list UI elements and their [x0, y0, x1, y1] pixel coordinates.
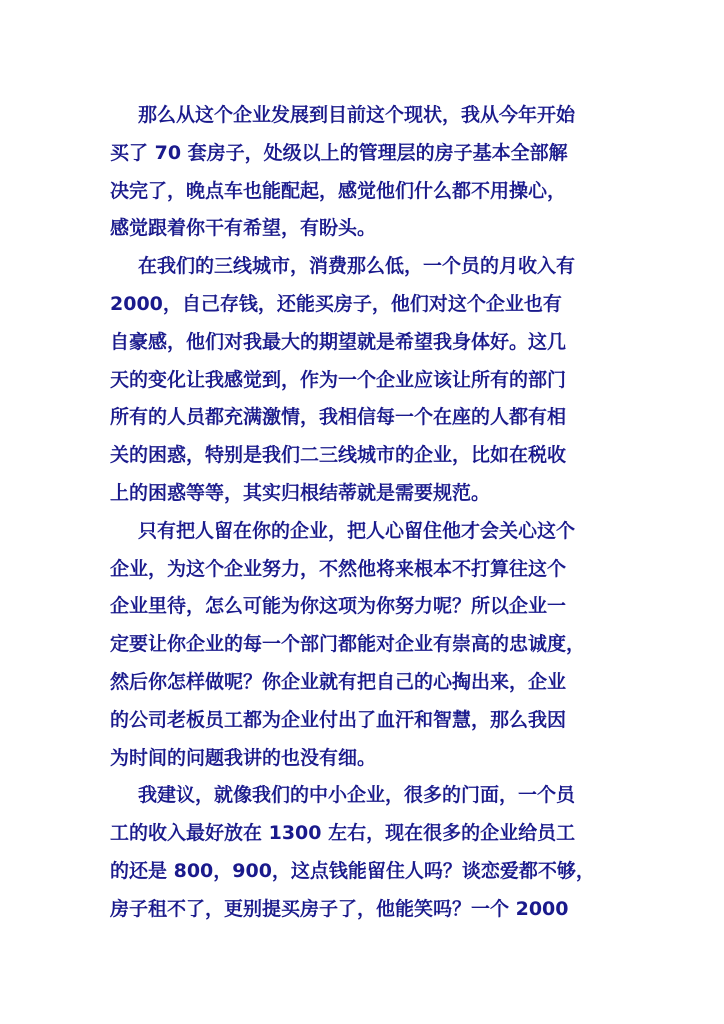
paragraph-4-line-1: 我建议，就像我们的中小企业，很多的门面，一个员: [138, 784, 576, 807]
paragraph-4-line-2: 工的收入最好放在 1300 左右，现在很多的企业给员工: [110, 822, 576, 845]
paragraph-2-line-1: 在我们的三线城市，消费那么低，一个员的月收入有: [138, 255, 576, 278]
paragraph-1-line-4: 感觉跟着你干有希望，有盼头。: [110, 217, 377, 240]
paragraph-3-line-1: 只有把人留在你的企业，把人心留住他才会关心这个: [138, 519, 576, 542]
paragraph-2-line-5: 所有的人员都充满激情，我相信每一个在座的人都有相: [110, 406, 567, 429]
paragraph-3-line-3: 企业里待，怎么可能为你这项为你努力呢？所以企业一: [110, 595, 567, 618]
paragraph-4-line-4: 房子租不了，更别提买房子了，他能笑吗？一个 2000: [110, 897, 569, 920]
paragraph-2-line-7: 上的困惑等等，其实归根结蒂就是需要规范。: [110, 481, 491, 504]
paragraph-3-line-4: 定要让你企业的每一个部门都能对企业有崇高的忠诚度，: [110, 633, 586, 656]
document-body: [110, 97, 650, 929]
paragraph-2-line-2: 2000，自己存钱，还能买房子，他们对这个企业也有: [110, 292, 562, 315]
paragraph-2-line-6: 关的困惑，特别是我们二三线城市的企业，比如在税收: [110, 444, 567, 467]
paragraph-1-line-1: 那么从这个企业发展到目前这个现状，我从今年开始: [138, 104, 576, 126]
paragraph-4-line-3: 的还是 800，900，这点钱能留住人吗？谈恋爱都不够，: [110, 859, 595, 882]
paragraph-3-line-6: 的公司老板员工都为企业付出了血汗和智慧，那么我因: [110, 708, 567, 731]
paragraph-3-line-2: 企业，为这个企业努力，不然他将来根本不打算往这个: [110, 557, 567, 580]
paragraph-1-line-3: 决完了，晚点车也能配起，感觉他们什么都不用操心，: [110, 179, 567, 202]
paragraph-2-line-3: 自豪感，他们对我最大的期望就是希望我身体好。这几: [110, 330, 567, 353]
paragraph-1-line-2: 买了 70 套房子，处级以上的管理层的房子基本全部解: [110, 141, 568, 164]
paragraph-3-line-5: 然后你怎样做呢？你企业就有把自己的心掏出来，企业: [110, 670, 567, 693]
paragraph-3-line-7: 为时间的问题我讲的也没有细。: [110, 746, 377, 769]
paragraph-2-line-4: 天的变化让我感觉到，作为一个企业应该让所有的部门: [110, 368, 567, 391]
